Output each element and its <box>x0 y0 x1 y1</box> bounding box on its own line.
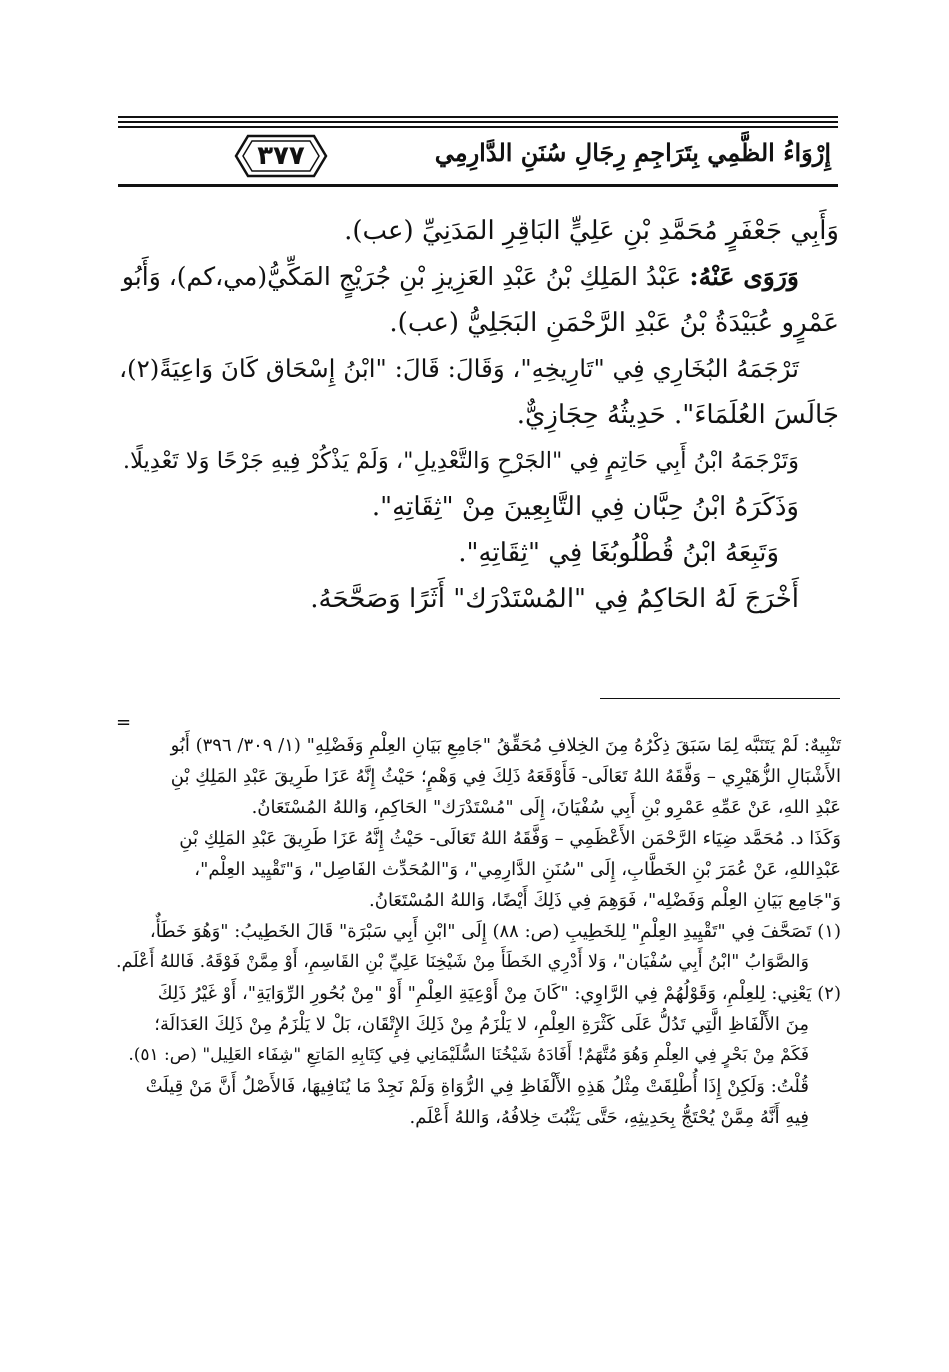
text-line: وَذَكَرَهُ ابْنُ حِبَّان فِي التَّابِعِينَ مِنْ "ثِقَاتِهِ". <box>371 492 799 522</box>
header-rules <box>118 116 838 128</box>
text-line: وَأَبِي جَعْفَرٍ مُحَمَّدِ بْنِ عَلِيٍّ البَاقِرِ المَدَنِيِّ (عب). <box>344 216 839 246</box>
footnote-line: فَكَمْ مِنْ بَحْرٍ فِي العِلْمِ وَهُوَ مُتَّهَمٌ! أَفَادَهُ شَيْخُنَا السُّلَيْمَانِي فِي كِتَابِهِ المَاتِعِ "شِفَاء العَلِيل" (ص: ٥١). <box>128 1045 809 1065</box>
footnote-line: (٢) يَعْنِي: لِلعِلْمِ، وَقَوْلُهُمْ فِي الرَّاوِي: "كَانَ مِنْ أَوْعِيَةِ العِلْمِ" أَوْ "مِنْ بُحُورِ الرِّوَايَةِ"، أَوْ غَيْرُ ذَلِكَ <box>157 983 841 1004</box>
footnote-line: عَبْدِاللهِ، عَنْ عُمَرَ بْنِ الخَطَّابِ، إِلَى "سُنَنِ الدَّارِمِي"، وَ"المُحَدِّث الفَاصِل"، وَ"تَقْيِيد العِلْم"، <box>194 859 841 880</box>
footnote-line: (١) تَصَحَّفَ فِي "تَقْيِيدِ العِلْمِ" لِلخَطِيبِ (ص: ٨٨) إِلَى "ابْنِ أَبِي سَبْرَة" قَالَ الخَطِيبُ: "وَهُوَ خَطَأٌ، <box>149 921 841 942</box>
page-number: ٣٧٧ <box>257 141 305 171</box>
header-underline <box>118 184 838 187</box>
main-text <box>109 208 839 622</box>
footnote-continuation-mark: = <box>116 712 132 733</box>
footnote-line: تَنْبِيهٌ: لَمْ يَتَنَبَّه لِمَا سَبَقَ ذِكْرُهُ مِنَ الخِلافِ مُحَقِّقُ "جَامِعِ بَيَانِ العِلْمِ وَفَضْلِهِ" (١/ ٣٠٩/ ٣٩٦) أَبُو <box>170 735 841 756</box>
text-line: جَالَسَ العُلَمَاءَ". حَدِيثُهُ حِجَازِيٌّ. <box>516 400 839 430</box>
footnote-line: قُلْتُ: وَلَكِنْ إِذَا أُطْلِقَتْ مِثْلُ هَذِهِ الأَلْفَاظِ فِي الرُّوَاةِ وَلَمْ نَجِدْ مَا يُنَافِيهَا، فَالأَصْلُ أَنَّ مَنْ قِيلَتْ <box>145 1076 809 1097</box>
text-line: وَتَبِعَهُ ابْنُ قُطْلُوبُغَا فِي "ثِقَاتِهِ". <box>458 538 779 568</box>
footnote-line: عَبْدِ اللهِ، عَنْ عَمِّهِ عَمْرِو بْنِ أَبِي سُفْيَانَ، إِلَى "مُسْتَدْرَك" الحَاكِمِ، وَاللهُ المُسْتَعَانُ. <box>251 797 841 818</box>
footnote-line: الأَشْبَالِ الزُّهَيْرِي – وَفَّقَهُ اللهُ تَعَالَى- فَأَوْقَعَهُ ذَلِكَ فِي وَهْمٍ؛ حَيْثُ إِنَّهُ عَزَا طَرِيقَ عَبْدِ المَلِكِ بْنِ <box>170 766 841 787</box>
text-line: أَخْرَجَ لَهُ الحَاكِمُ فِي "المُسْتَدْرَك" أَثَرًا وَصَحَّحَهُ. <box>310 584 799 614</box>
lead-bold: وَرَوَى عَنْهُ: <box>689 262 799 291</box>
text-line: عَمْرٍو عُبَيْدَةُ بْنُ عَبْدِ الرَّحْمَنِ البَجَلِيُّ (عب). <box>389 308 839 338</box>
footnote-line: فِيهِ أَنَّهُ مِمَّنْ يُحْتَجُّ بِحَدِيثِهِ، حَتَّى يَثْبُتَ خِلافُهُ، وَاللهُ أَعْلَم. <box>409 1107 809 1128</box>
footnote-separator <box>600 698 840 699</box>
footnote-line: وَ"جَامِع بَيَانِ العِلْم وَفَضْلِه"، فَوَهِمَ فِي ذَلِكَ أَيْضًا، وَاللهُ المُسْتَعَانُ. <box>369 890 841 911</box>
running-title: إِرْوَاءُ الظَّمِي بِتَرَاجِمِ رِجَالِ سُنَنِ الدَّارِمِي <box>434 138 831 167</box>
footnote-line: وَكَذَا د. مُحَمَّد ضِيَاء الرَّحْمَن الأَعْظَمِي – وَفَّقَهُ اللهُ تَعَالَى- حَيْثُ إِنَّهُ عَزَا طَرِيقَ عَبْدِ المَلِكِ بْنِ <box>179 828 841 849</box>
text-line: وَتَرْجَمَهُ ابْنُ أَبِي حَاتِمٍ فِي "الجَرْحِ وَالتَّعْدِيلِ"، وَلَمْ يَذْكُرْ فِيهِ جَرْحًا وَلا تَعْدِيلًا. <box>122 448 799 474</box>
text-line-rest: عَبْدُ المَلِكِ بْنُ عَبْدِ العَزِيزِ بْنِ جُرَيْجٍ المَكِّيُّ(مي،كم)، وَأَبُو <box>121 262 682 291</box>
page-number-badge <box>234 133 328 179</box>
text-line: تَرْجَمَهُ البُخَارِي فِي "تَارِيخِهِ"، وَقَالَ: قَالَ: "ابْنُ إِسْحَاق كَانَ وَاعِيَةً(٢)، <box>119 354 799 383</box>
footnote-line: مِنَ الأَلْفَاظِ الَّتِي تَدُلُّ عَلَى كَثْرَةِ العِلْمِ، لا يَلْزَمُ مِنْ ذَلِكَ الإِتْقَان، بَلْ لا يَلْزَمُ مِنْ ذَلِكَ العَدَالَة؛ <box>154 1014 809 1035</box>
text-line <box>109 254 839 300</box>
footnotes <box>109 730 841 1133</box>
footnote-line: وَالصَّوَابُ "ابْنُ أَبِي سُفْيَان"، وَلا أَدْرِي الخَطَأَ مِنْ شَيْخِنَا عَلِيِّ بْنِ القَاسِمِ، أَوْ مِمَّنْ فَوْقَهُ. فَاللهُ أَعْلَم. <box>116 952 809 972</box>
